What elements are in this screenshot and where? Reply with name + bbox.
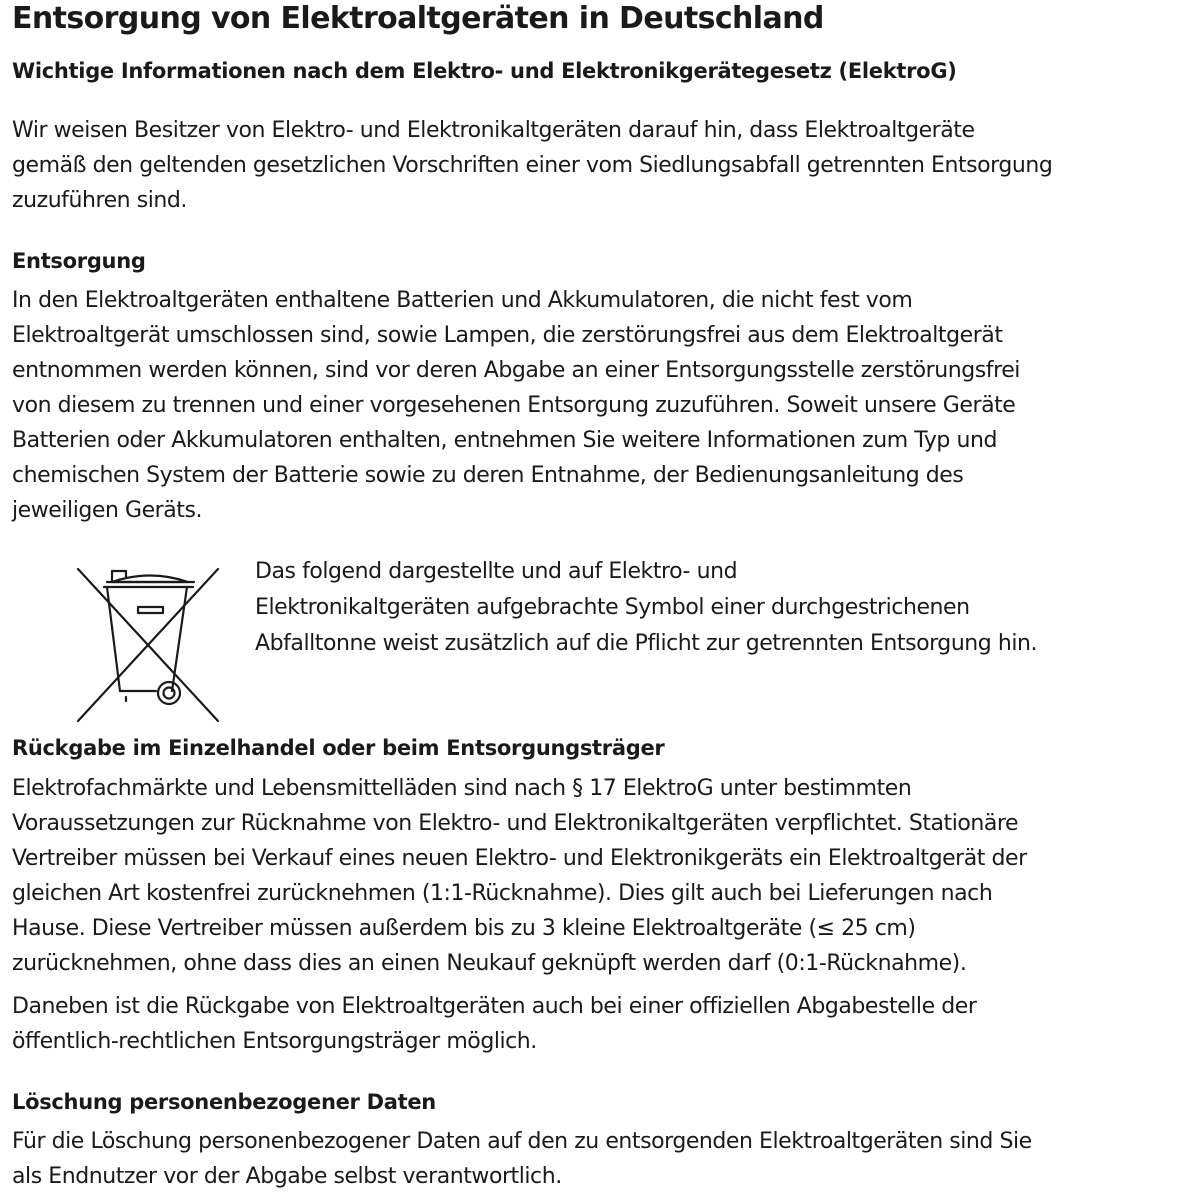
page-title: Entsorgung von Elektroaltgeräten in Deutschland [12,1,824,36]
section-heading-datenloeschung: Löschung personenbezogener Daten [12,1090,436,1114]
text-line: Wir weisen Besitzer von Elektro- und Elektronikaltgeräten darauf hin, dass Elektroaltgeräte [12,118,975,143]
section-heading-rueckgabe: Rückgabe im Einzelhandel oder beim Entsorgungsträger [12,736,665,760]
entsorgung-paragraph [12,283,1020,528]
section-heading-entsorgung: Entsorgung [12,249,146,273]
text-line: Elektronikaltgeräten aufgebrachte Symbol einer durchgestrichenen [255,595,970,620]
text-line: Batterien oder Akkumulatoren enthalten, entnehmen Sie weitere Informationen zum Typ und [12,428,997,453]
text-line: Vertreiber müssen bei Verkauf eines neuen Elektro- und Elektronikgeräts ein Elektroaltgerät der [12,846,1027,871]
text-line: gemäß den geltenden gesetzlichen Vorschriften einer vom Siedlungsabfall getrennten Entsorgung [12,153,1053,178]
text-line: zurücknehmen, ohne dass dies an einen Neukauf geknüpft werden darf (0:1-Rücknahme). [12,951,967,976]
intro-paragraph [12,113,1052,218]
text-line: entnommen werden können, sind vor deren Abgabe an einer Entsorgungsstelle zerstörungsfrei [12,358,1020,383]
page-subtitle: Wichtige Informationen nach dem Elektro- und Elektronikgerätegesetz (ElektroG) [12,59,957,83]
text-line: Daneben ist die Rückgabe von Elektroaltgeräten auch bei einer offiziellen Abgabestelle der [12,994,977,1019]
text-line: In den Elektroaltgeräten enthaltene Batterien und Akkumulatoren, die nicht fest vom [12,288,913,313]
text-line: gleichen Art kostenfrei zurücknehmen (1:1-Rücknahme). Dies gilt auch bei Lieferungen nach [12,881,993,906]
rueckgabe-paragraph-2 [12,989,976,1059]
rueckgabe-paragraph-1 [12,771,1027,981]
datenloeschung-paragraph [12,1124,1032,1194]
text-line: Für die Löschung personenbezogener Daten auf den zu entsorgenden Elektroaltgeräten sind Sie [12,1129,1032,1154]
text-line: von diesem zu trennen und einer vorgesehenen Entsorgung zuzuführen. Soweit unsere Geräte [12,393,1016,418]
text-line: als Endnutzer vor der Abgabe selbst verantwortlich. [12,1164,562,1189]
text-line: öffentlich-rechtlichen Entsorgungsträger möglich. [12,1029,537,1054]
text-line: jeweiligen Geräts. [12,498,203,523]
symbol-note-paragraph [255,554,1037,662]
crossed-out-wheeled-bin-icon [76,565,226,723]
text-line: Voraussetzungen zur Rücknahme von Elektro- und Elektronikaltgeräten verpflichtet. Stationäre [12,811,1019,836]
text-line: zuzuführen sind. [12,188,187,213]
text-line: Elektrofachmärkte und Lebensmittelläden sind nach § 17 ElektroG unter bestimmten [12,776,912,801]
text-line: Das folgend dargestellte und auf Elektro- und [255,559,738,584]
text-line: chemischen System der Batterie sowie zu deren Entnahme, der Bedienungsanleitung des [12,463,964,488]
text-line: Elektroaltgerät umschlossen sind, sowie Lampen, die zerstörungsfrei aus dem Elektroaltgerät [12,323,1003,348]
text-line: Hause. Diese Vertreiber müssen außerdem bis zu 3 kleine Elektroaltgeräte (≤ 25 cm) [12,916,916,941]
text-line: Abfalltonne weist zusätzlich auf die Pflicht zur getrennten Entsorgung hin. [255,631,1038,656]
